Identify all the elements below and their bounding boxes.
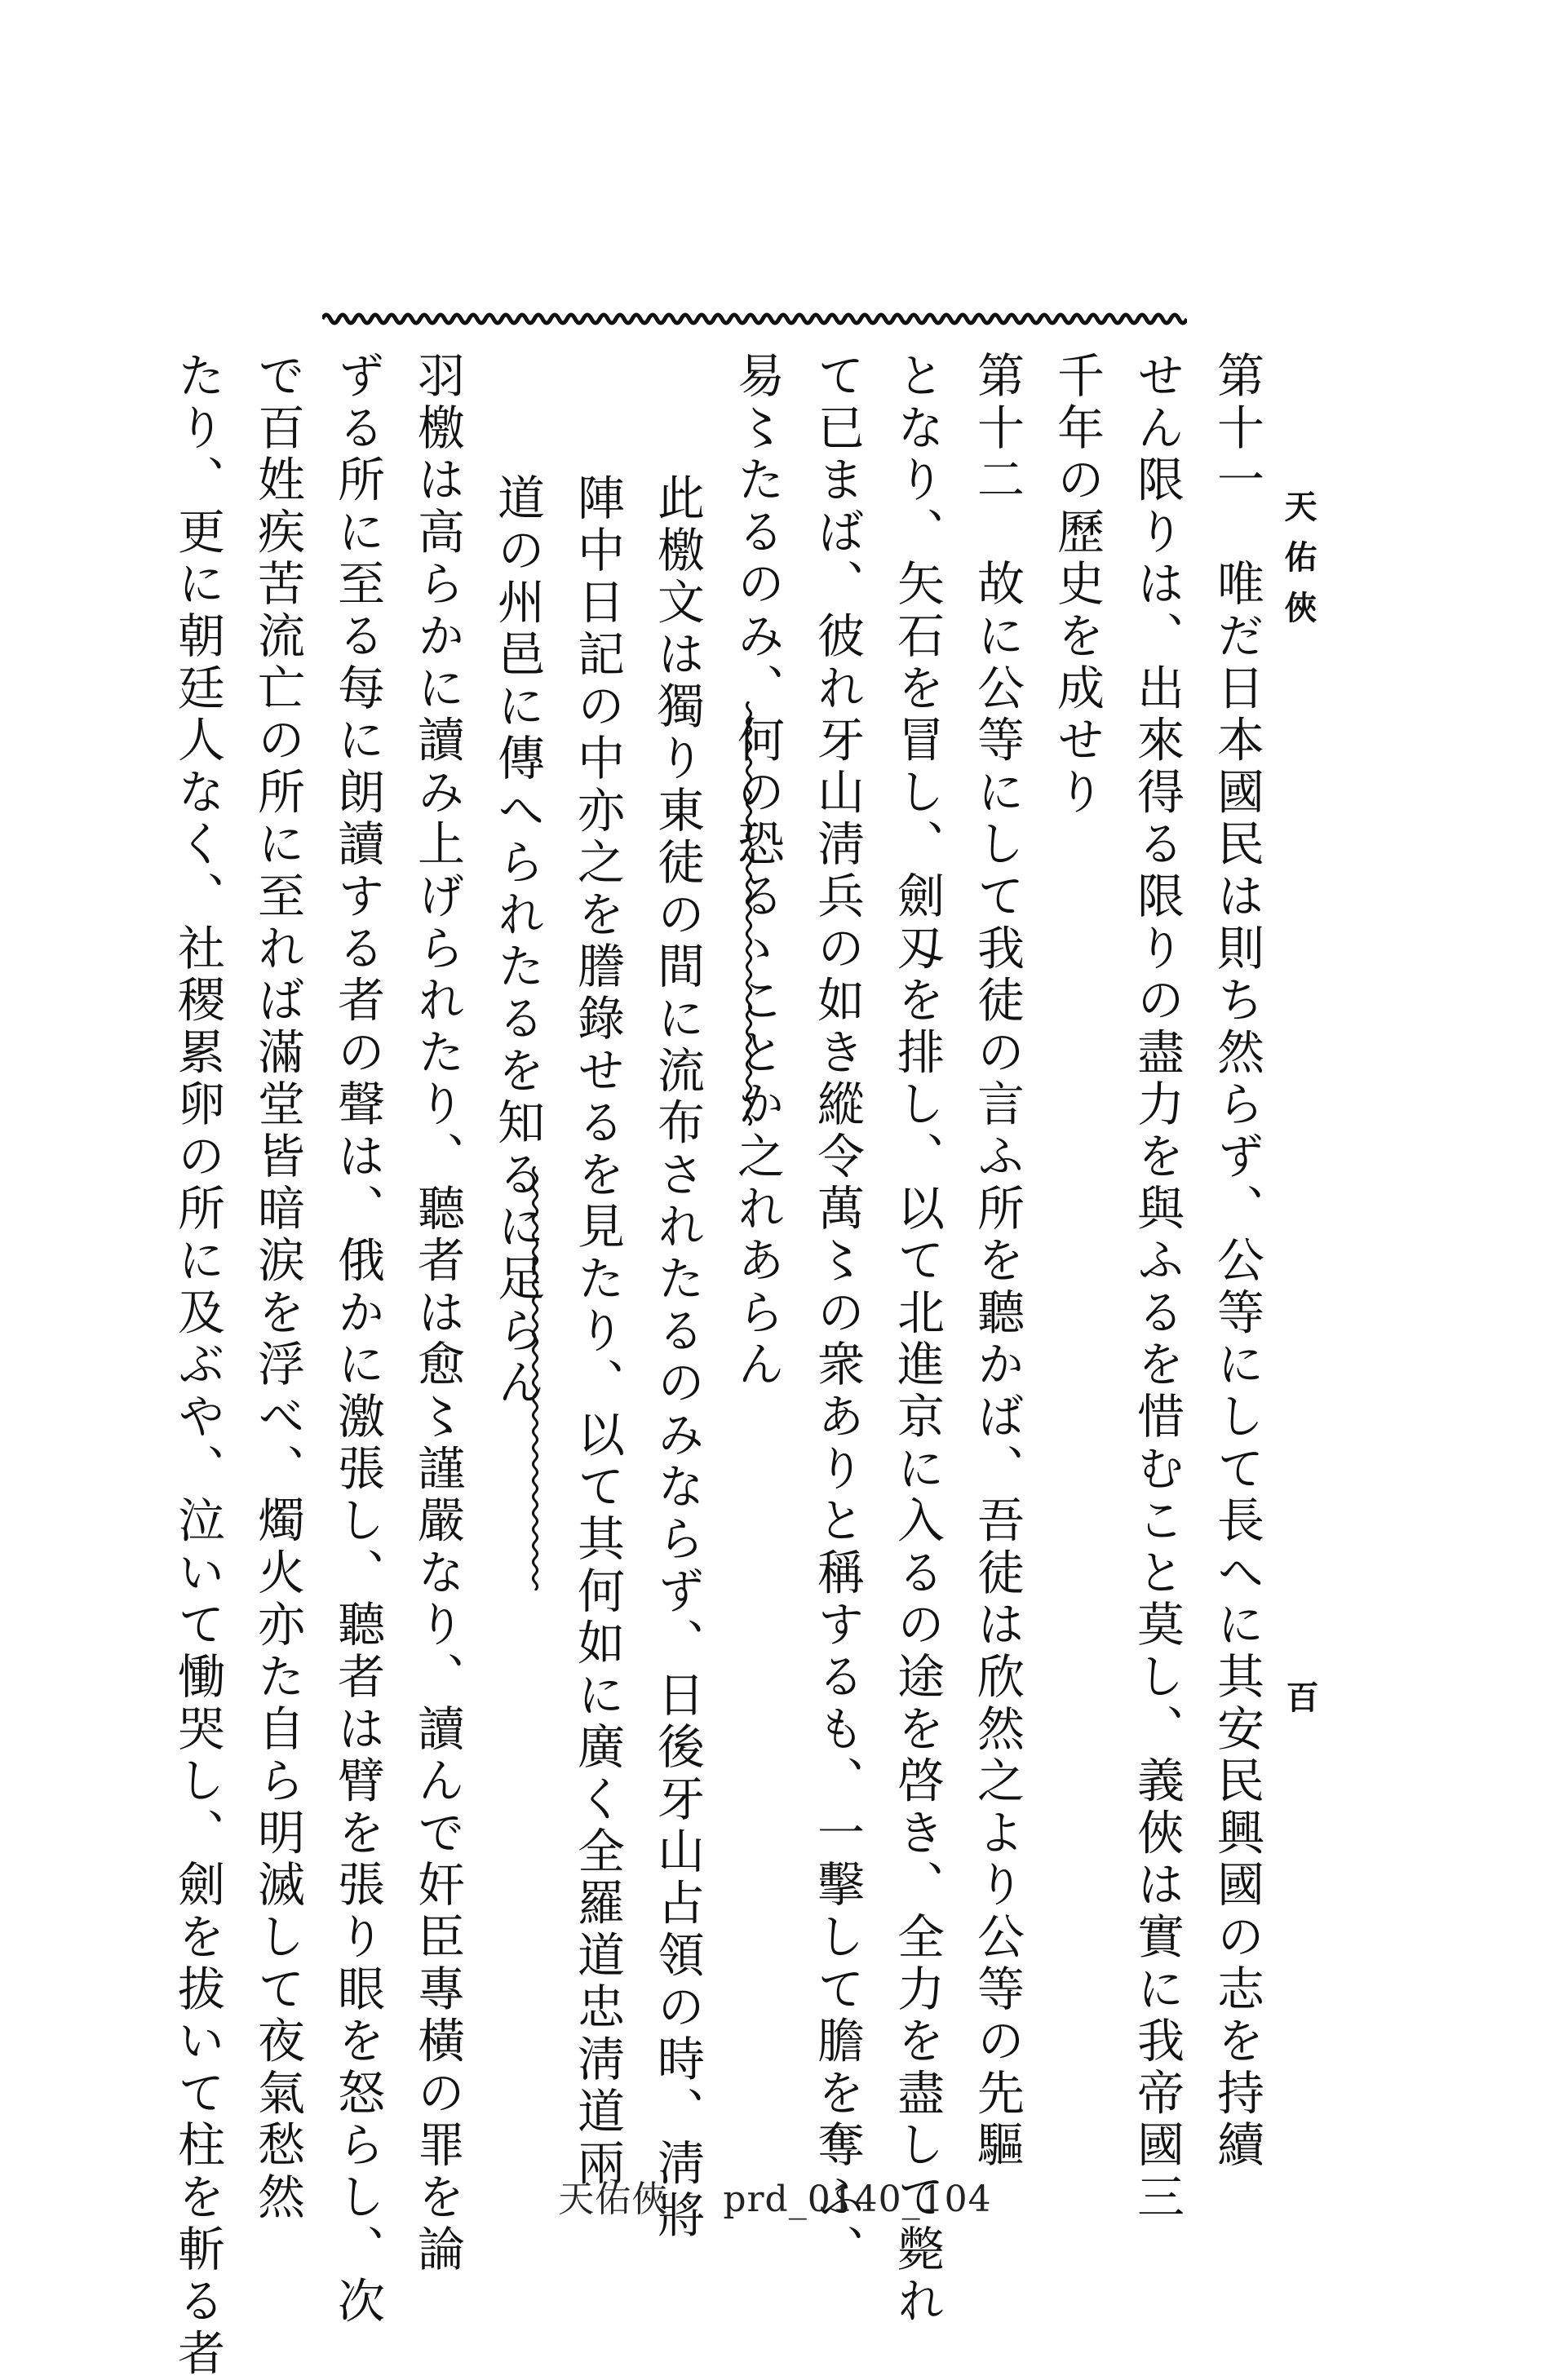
text-column: 道の州邑に傳へられたるを知るに足らん xyxy=(489,473,545,1410)
running-header-title: 天佑俠 xyxy=(1279,489,1318,641)
quote-margin-line-left xyxy=(744,701,754,1126)
text-column: 易〻たるのみ、何の恐るゝことか之れあらん xyxy=(729,351,785,1391)
text-column: 羽檄は高らかに讀み上げられたり、聽者は愈〻謹嚴なり、讀んで奸臣專橫の罪を論 xyxy=(410,351,465,2276)
text-column: となり、矢石を冒し、劍刄を排し、以て北進京に入るの途を啓き、全力を盡して斃れ xyxy=(889,351,945,2329)
footer-book-title: 天佑俠 xyxy=(558,2179,669,2220)
text-column: 千年の歷史を成せり xyxy=(1049,351,1105,820)
text-column: 此檄文は獨り東徒の間に流布されたるのみならず、日後牙山占領の時、淸將 xyxy=(649,473,705,2243)
quote-margin-line-right xyxy=(530,1166,540,1590)
text-column: て已まば、彼れ牙山淸兵の如き縱令萬〻の衆ありと稱するも、一擊して膽を奪ふ、 xyxy=(809,351,865,2276)
wavy-rule xyxy=(322,308,1187,330)
text-column: せん限りは、出來得る限りの盡力を與ふるを惜むこと莫し、義俠は實に我帝國三 xyxy=(1129,351,1185,2224)
footer-image-id: prd_0140_104 xyxy=(723,2179,992,2220)
text-column: 陣中日記の中亦之を謄錄せるを見たり、以て其何如に廣く全羅道忠淸道兩 xyxy=(569,473,625,2191)
text-column: たり、更に朝廷人なく、社稷累卵の所に及ぶや、泣いて慟哭し、劍を拔いて柱を斬る者 xyxy=(170,351,225,2380)
text-column: で百姓疾苦流亡の所に至れば滿堂皆暗涙を浮べ、燭火亦た自ら明滅して夜氣愁然 xyxy=(250,351,305,2224)
text-column: 第十二 故に公等にして我徒の言ふ所を聽かば、吾徒は欣然之より公等の先驅 xyxy=(969,351,1025,2172)
text-column: ずる所に至る每に朗讀する者の聲は、俄かに激張し、聽者は臂を張り眼を怒らし、次 xyxy=(330,351,385,2329)
footer xyxy=(0,2170,1550,2222)
text-column: 第十一 唯だ日本國民は則ち然らず、公等にして長へに其安民興國の志を持續 xyxy=(1209,351,1264,2172)
page-number: 百 xyxy=(1281,1680,1319,1713)
